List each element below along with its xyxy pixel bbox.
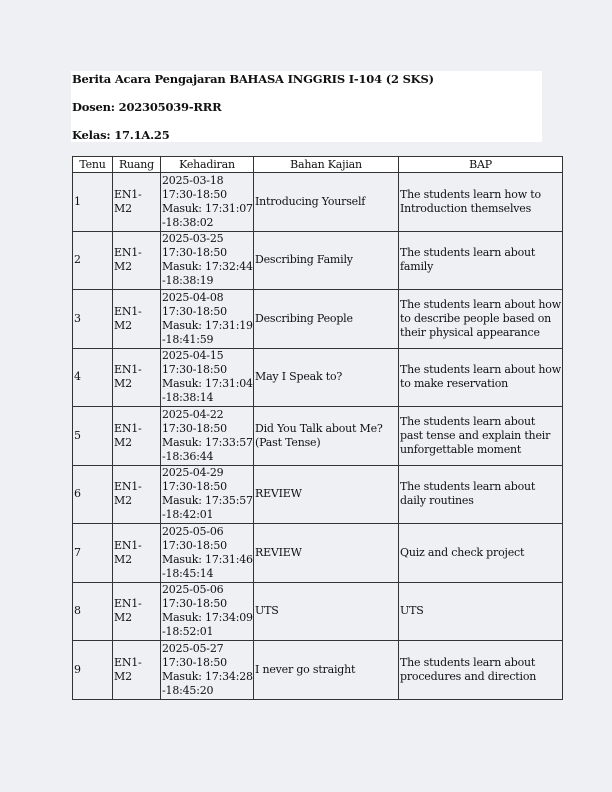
kehadiran-line: 17:30-18:50	[162, 363, 227, 377]
kehadiran-line: Masuk: 17:34:09	[162, 611, 253, 625]
kehadiran-line: 17:30-18:50	[162, 246, 227, 260]
column-header-ruang: Ruang	[113, 157, 161, 173]
kehadiran-line: Masuk: 17:31:19	[162, 318, 253, 332]
table-row	[73, 231, 563, 290]
kehadiran-line: 17:30-18:50	[162, 480, 227, 494]
kehadiran-line: 17:30-18:50	[162, 538, 227, 552]
column-header-bahan-kajian: Bahan Kajian	[254, 157, 399, 173]
cell-kehadiran	[161, 465, 254, 524]
kehadiran-line: -18:38:19	[162, 274, 214, 288]
table-row	[73, 407, 563, 466]
cell-tenu: 3	[73, 290, 113, 349]
cell-ruang: EN1-M2	[113, 173, 161, 232]
cell-tenu: 7	[73, 524, 113, 583]
kehadiran-line: Masuk: 17:32:44	[162, 260, 253, 274]
cell-bahan-kajian: Describing People	[254, 290, 399, 349]
kehadiran-line: 2025-03-18	[162, 173, 224, 187]
cell-tenu: 5	[73, 407, 113, 466]
kehadiran-line: Masuk: 17:31:04	[162, 377, 253, 391]
kehadiran-line: 17:30-18:50	[162, 597, 227, 611]
cell-bahan-kajian: I never go straight	[254, 641, 399, 700]
cell-kehadiran	[161, 582, 254, 641]
cell-kehadiran	[161, 231, 254, 290]
cell-bahan-kajian: Introducing Yourself	[254, 173, 399, 232]
cell-kehadiran	[161, 348, 254, 407]
cell-bap: The students learn about how to describe people based on their physical appearance	[399, 290, 563, 349]
kehadiran-line: 2025-05-06	[162, 583, 224, 597]
column-header-bap: BAP	[399, 157, 563, 173]
cell-bap: The students learn how to Introduction themselves	[399, 173, 563, 232]
kehadiran-line: 17:30-18:50	[162, 421, 227, 435]
cell-tenu: 4	[73, 348, 113, 407]
kehadiran-line: 2025-04-15	[162, 349, 224, 363]
cell-kehadiran	[161, 290, 254, 349]
cell-bap: The students learn about daily routines	[399, 465, 563, 524]
lecturer-line: Dosen: 202305039-RRR	[72, 100, 222, 114]
cell-bap: The students learn about how to make reservation	[399, 348, 563, 407]
column-header-tenu: Tenu	[73, 157, 113, 173]
cell-bap: UTS	[399, 582, 563, 641]
cell-ruang: EN1-M2	[113, 465, 161, 524]
cell-tenu: 2	[73, 231, 113, 290]
kehadiran-line: 17:30-18:50	[162, 655, 227, 669]
cell-tenu: 6	[73, 465, 113, 524]
document-header	[71, 71, 542, 142]
kehadiran-line: -18:45:20	[162, 683, 214, 697]
cell-kehadiran	[161, 524, 254, 583]
kehadiran-line: 2025-03-25	[162, 232, 224, 246]
kehadiran-line: 2025-04-29	[162, 466, 224, 480]
kehadiran-line: 17:30-18:50	[162, 304, 227, 318]
cell-tenu: 9	[73, 641, 113, 700]
kehadiran-line: 2025-04-08	[162, 290, 224, 304]
cell-bahan-kajian: REVIEW	[254, 524, 399, 583]
table-row	[73, 348, 563, 407]
kehadiran-line: -18:52:01	[162, 625, 214, 639]
kehadiran-line: -18:36:44	[162, 449, 214, 463]
kehadiran-line: Masuk: 17:31:46	[162, 552, 253, 566]
table-header-row	[73, 157, 563, 173]
kehadiran-line: Masuk: 17:31:07	[162, 201, 253, 215]
table-row	[73, 582, 563, 641]
cell-ruang: EN1-M2	[113, 407, 161, 466]
kehadiran-line: -18:38:02	[162, 215, 214, 229]
teaching-record-table	[72, 156, 563, 700]
cell-kehadiran	[161, 407, 254, 466]
cell-ruang: EN1-M2	[113, 348, 161, 407]
table-row	[73, 465, 563, 524]
kehadiran-line: -18:45:14	[162, 566, 214, 580]
table-row	[73, 173, 563, 232]
document-title: Berita Acara Pengajaran BAHASA INGGRIS I-104 (2 SKS)	[72, 72, 434, 86]
table-row	[73, 641, 563, 700]
kehadiran-line: 2025-04-22	[162, 407, 224, 421]
column-header-kehadiran: Kehadiran	[161, 157, 254, 173]
kehadiran-line: 17:30-18:50	[162, 187, 227, 201]
cell-bap: The students learn about family	[399, 231, 563, 290]
cell-tenu: 8	[73, 582, 113, 641]
kehadiran-line: -18:42:01	[162, 508, 214, 522]
kehadiran-line: -18:41:59	[162, 332, 214, 346]
cell-ruang: EN1-M2	[113, 231, 161, 290]
kehadiran-line: Masuk: 17:34:28	[162, 669, 253, 683]
cell-bahan-kajian: Describing Family	[254, 231, 399, 290]
cell-bahan-kajian: Did You Talk about Me? (Past Tense)	[254, 407, 399, 466]
kehadiran-line: -18:38:14	[162, 391, 214, 405]
table-row	[73, 290, 563, 349]
cell-ruang: EN1-M2	[113, 582, 161, 641]
cell-ruang: EN1-M2	[113, 290, 161, 349]
cell-kehadiran	[161, 173, 254, 232]
kehadiran-line: 2025-05-06	[162, 524, 224, 538]
cell-bahan-kajian: UTS	[254, 582, 399, 641]
cell-ruang: EN1-M2	[113, 641, 161, 700]
cell-bap: Quiz and check project	[399, 524, 563, 583]
kehadiran-line: 2025-05-27	[162, 641, 224, 655]
kehadiran-line: Masuk: 17:33:57	[162, 435, 253, 449]
cell-kehadiran	[161, 641, 254, 700]
cell-ruang: EN1-M2	[113, 524, 161, 583]
table-body	[73, 173, 563, 700]
table-row	[73, 524, 563, 583]
cell-bahan-kajian: REVIEW	[254, 465, 399, 524]
cell-tenu: 1	[73, 173, 113, 232]
cell-bap: The students learn about past tense and explain their unforgettable moment	[399, 407, 563, 466]
cell-bahan-kajian: May I Speak to?	[254, 348, 399, 407]
cell-bap: The students learn about procedures and direction	[399, 641, 563, 700]
class-line: Kelas: 17.1A.25	[72, 128, 170, 142]
kehadiran-line: Masuk: 17:35:57	[162, 494, 253, 508]
